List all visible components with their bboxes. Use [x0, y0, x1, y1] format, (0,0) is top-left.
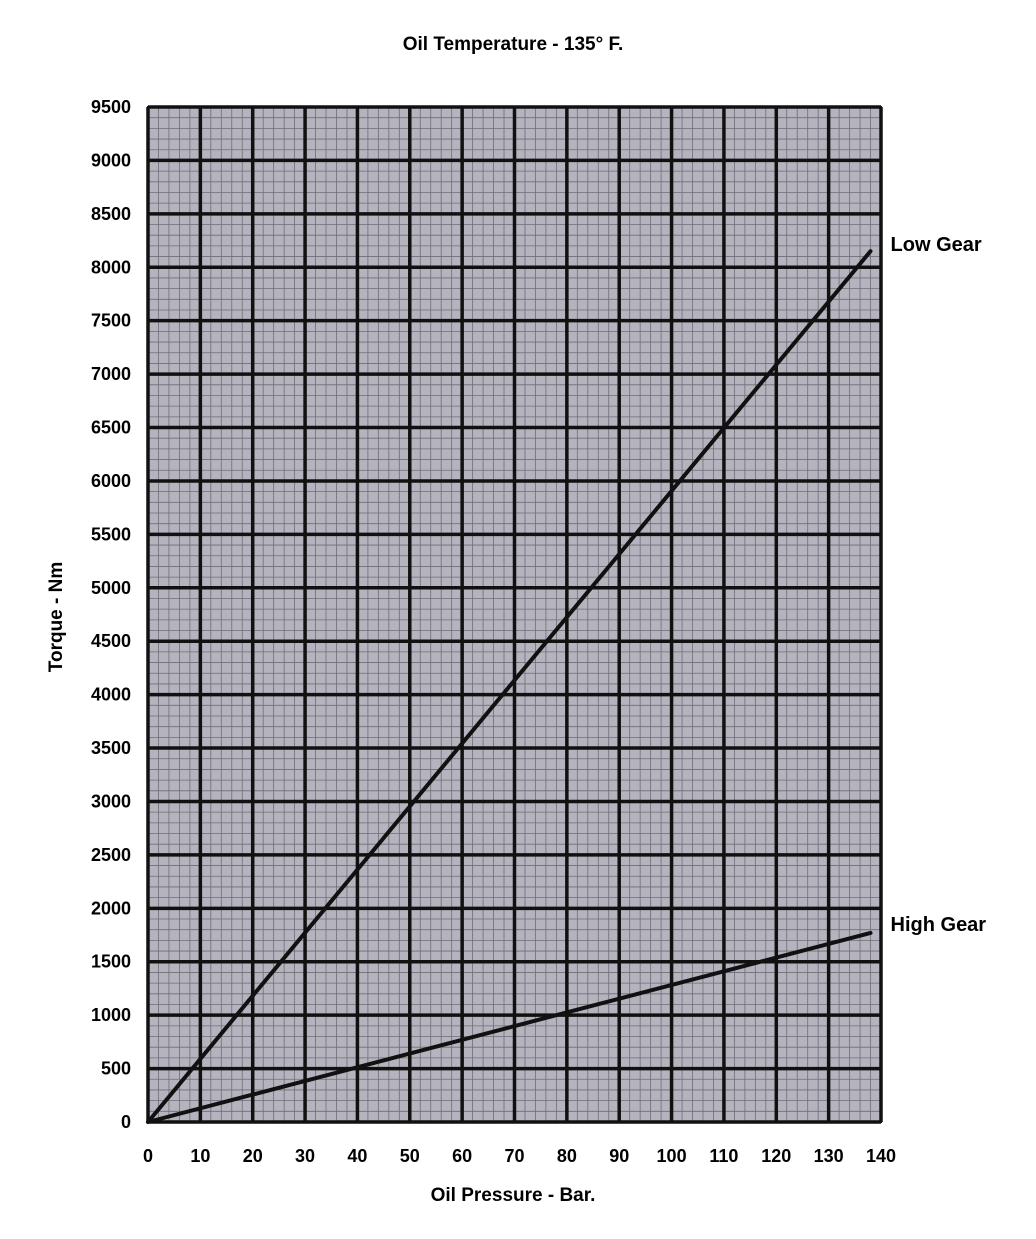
- x-tick-label: 30: [295, 1146, 316, 1166]
- x-tick-label: 120: [761, 1146, 792, 1166]
- y-tick-label: 2000: [90, 898, 131, 919]
- y-tick-label: 4500: [90, 631, 131, 652]
- x-tick-label: 70: [504, 1146, 525, 1166]
- y-axis-ticks: [91, 97, 131, 1132]
- y-tick-label: 4000: [90, 684, 131, 705]
- x-tick-label: 50: [399, 1146, 420, 1166]
- x-axis-ticks: [143, 1146, 896, 1166]
- y-tick-label: 1000: [90, 1005, 131, 1026]
- x-tick-label: 10: [190, 1146, 211, 1166]
- x-axis-label: Oil Pressure - Bar.: [430, 1185, 596, 1206]
- x-tick-label: 0: [142, 1146, 154, 1166]
- x-tick-label: 110: [709, 1146, 739, 1166]
- y-tick-label: 3500: [90, 738, 131, 759]
- y-tick-label: 9000: [90, 150, 131, 171]
- x-tick-label: 20: [242, 1146, 263, 1166]
- low-gear-label: Low Gear: [890, 234, 982, 257]
- y-tick-label: 6000: [90, 470, 131, 491]
- x-tick-label: 140: [865, 1146, 897, 1166]
- x-tick-label: 90: [609, 1146, 630, 1166]
- y-tick-label: 5500: [90, 524, 131, 545]
- x-tick-label: 130: [813, 1146, 844, 1166]
- y-tick-label: 7000: [90, 364, 131, 385]
- y-tick-label: 6500: [90, 417, 131, 438]
- y-tick-label: 1500: [90, 951, 131, 972]
- y-tick-label: 500: [100, 1058, 131, 1079]
- y-tick-label: 8500: [90, 203, 131, 224]
- y-tick-label: 0: [120, 1112, 131, 1132]
- chart-title: Oil Temperature - 135° F.: [402, 34, 624, 55]
- y-tick-label: 5000: [90, 577, 131, 598]
- x-tick-label: 80: [556, 1146, 577, 1166]
- series-labels: [891, 234, 987, 936]
- y-axis-label: Torque - Nm: [46, 561, 67, 673]
- high-gear-label: High Gear: [890, 913, 987, 936]
- y-tick-label: 8000: [90, 257, 131, 278]
- x-tick-label: 60: [452, 1146, 473, 1166]
- x-tick-label: 100: [656, 1146, 687, 1166]
- y-tick-label: 7500: [90, 310, 131, 331]
- y-tick-label: 9500: [90, 97, 131, 117]
- y-tick-label: 3000: [90, 791, 131, 812]
- y-tick-label: 2500: [90, 844, 131, 865]
- x-tick-label: 40: [347, 1146, 368, 1166]
